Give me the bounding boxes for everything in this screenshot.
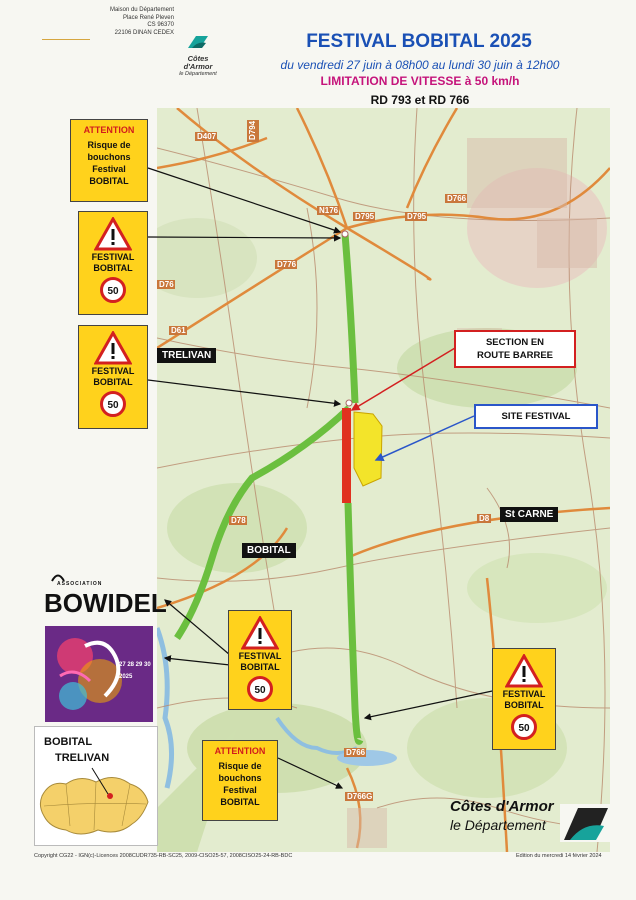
event-period: du vendredi 27 juin à 08h00 au lundi 30 juin à 12h00 xyxy=(280,58,560,72)
panel-line: FESTIVAL xyxy=(238,651,282,661)
speed-panel-3 xyxy=(228,610,292,710)
closed-section-arrow xyxy=(352,348,455,410)
place-trelivan: TRELIVAN xyxy=(157,348,216,363)
road-label: D766 xyxy=(447,194,467,203)
speed-panel-1 xyxy=(78,211,148,315)
attention-title: ATTENTION xyxy=(214,746,266,756)
attention-title: ATTENTION xyxy=(83,125,135,135)
road-label: D776 xyxy=(277,260,297,269)
speed-limit-icon xyxy=(247,676,273,702)
edition-date: Edition du mercredi 14 février 2024 xyxy=(516,853,602,859)
road-label: D61 xyxy=(171,326,186,335)
locator-title-2: TRELIVAN xyxy=(55,752,110,764)
warning-triangle-icon xyxy=(94,331,132,365)
brand-line2: le Département xyxy=(450,817,546,833)
road-label: D766G xyxy=(347,792,373,801)
logo-line2: d'Armor xyxy=(183,62,213,71)
attention-line: Festival xyxy=(223,785,257,795)
road-label: D407 xyxy=(197,132,217,141)
speed-limit-value: 50 xyxy=(107,286,119,297)
poster-days: 27 28 29 30 xyxy=(119,662,151,668)
road-label: D766 xyxy=(346,748,366,757)
association-label: ASSOCIATION xyxy=(57,581,103,587)
attention-sign-top xyxy=(70,119,148,202)
callout-section-barree xyxy=(454,330,576,368)
attention-line: Risque de xyxy=(218,761,262,771)
road-label: N176 xyxy=(319,206,339,215)
place-st-carne: St CARNE xyxy=(500,507,558,522)
warning-triangle-icon xyxy=(505,654,543,688)
road-label: D76 xyxy=(159,280,174,289)
roads-affected: RD 793 et RD 766 xyxy=(370,93,470,107)
road-label: D794 xyxy=(248,120,257,140)
place-bobital: BOBITAL xyxy=(242,543,296,558)
speed-limit-icon xyxy=(100,391,126,417)
attention-sign-bottom xyxy=(202,740,278,821)
road-label: D795 xyxy=(407,212,427,221)
warning-triangle-icon xyxy=(94,217,132,251)
road-label: D8 xyxy=(479,514,490,523)
callout-site-festival: SITE FESTIVAL xyxy=(474,404,598,429)
poster-year: 2025 xyxy=(119,674,133,680)
address-line: 22106 DINAN CEDEX xyxy=(114,29,174,36)
festival-poster xyxy=(45,626,153,722)
road-label: D78 xyxy=(231,516,246,525)
black-arrows xyxy=(148,168,497,788)
page-title: FESTIVAL BOBITAL 2025 xyxy=(306,31,532,52)
attention-line: BOBITAL xyxy=(89,176,129,186)
address-line: Maison du Département xyxy=(109,7,174,13)
callout-line: SECTION EN xyxy=(485,337,545,348)
speed-limit-icon xyxy=(511,714,537,740)
speed-panel-2 xyxy=(78,325,148,429)
address-line: Place René Pleven xyxy=(122,14,174,21)
panel-line: BOBITAL xyxy=(240,662,280,672)
panel-line: BOBITAL xyxy=(93,263,133,273)
speed-limit-value: 50 xyxy=(254,685,266,696)
speed-panel-4 xyxy=(492,648,556,750)
speed-limit-value: 50 xyxy=(518,723,530,734)
logo-line1: Côtes xyxy=(187,54,209,63)
attention-line: bouchons xyxy=(87,152,131,162)
logo-line3: le Département xyxy=(179,71,217,77)
copyright-notice: Copyright CG22 - IGN(c)-Licences 2008CUDR735-RB-SC25, 2009-CISO25-57, 2008CISO25-24-RB-BDC xyxy=(34,853,293,859)
department-locator-map xyxy=(36,766,154,842)
bowidel-logo: BOWIDEL xyxy=(44,588,167,618)
panel-line: BOBITAL xyxy=(93,377,133,387)
speed-limit-notice: LIMITATION DE VITESSE à 50 km/h xyxy=(320,74,520,88)
panel-line: FESTIVAL xyxy=(91,366,135,376)
attention-line: Festival xyxy=(92,164,126,174)
address-line: CS 96370 xyxy=(147,22,174,28)
warning-triangle-icon xyxy=(241,616,279,650)
attention-line: BOBITAL xyxy=(220,797,260,807)
panel-line: FESTIVAL xyxy=(91,252,135,262)
locator-title-1: BOBITAL xyxy=(44,736,93,748)
site-arrow xyxy=(376,416,474,460)
panel-line: FESTIVAL xyxy=(502,689,546,699)
brand-line1: Côtes d'Armor xyxy=(450,798,554,815)
road-label: D795 xyxy=(355,212,375,221)
departement-logo-icon xyxy=(560,804,610,842)
attention-line: bouchons xyxy=(218,773,262,783)
speed-limit-value: 50 xyxy=(107,400,119,411)
attention-line: Risque de xyxy=(87,140,131,150)
panel-line: BOBITAL xyxy=(504,700,544,710)
speed-limit-icon xyxy=(100,277,126,303)
callout-line: ROUTE BARREE xyxy=(476,350,553,361)
